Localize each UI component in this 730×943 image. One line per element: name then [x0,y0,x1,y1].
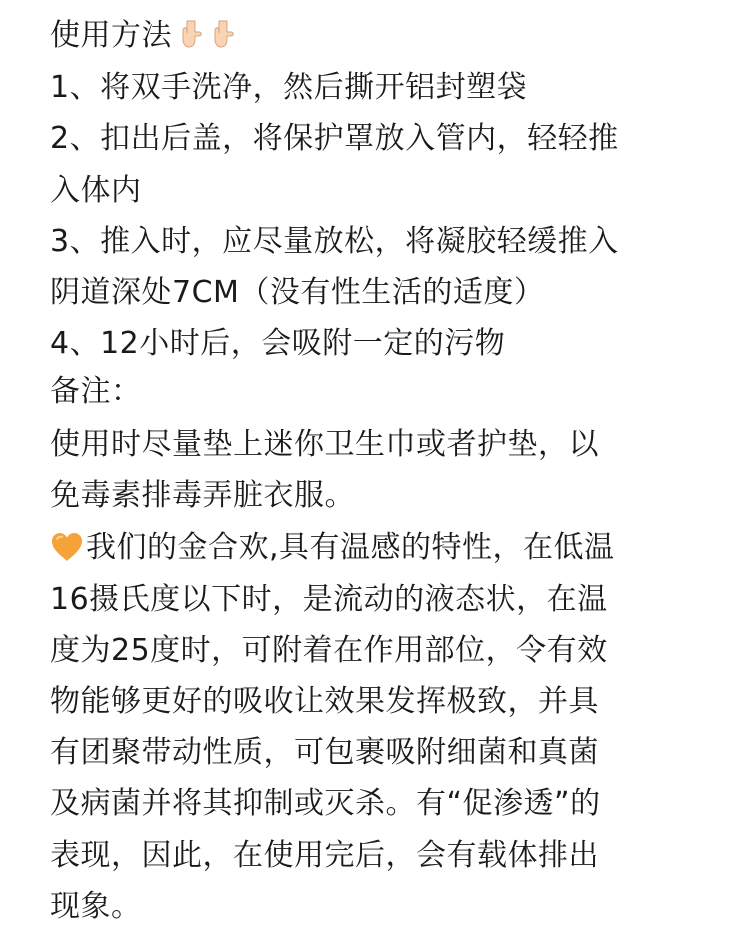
remark-line-1: 使用时尽量垫上迷你卫生巾或者护垫，以 [50,427,599,462]
step-2-line: 2、扣出后盖，将保护罩放入管内，轻轻推 [50,121,619,156]
desc-line-8: 现象。 [50,889,142,924]
desc-line-7: 表现，因此，在使用完后，会有载体排出 [50,838,599,873]
desc-text-1: 我们的金合欢,具有温感的特性，在低温 [86,530,615,565]
remark-line-2: 免毒素排毒弄脏衣服。 [50,478,355,513]
desc-line-2: 16摄氏度以下时，是流动的液态状，在温 [50,582,608,617]
pointing-down-hand-icon [210,19,236,49]
title-line [50,18,236,54]
desc-line-3: 度为25度时，可附着在作用部位，令有效 [50,633,608,668]
desc-line-4: 物能够更好的吸收让效果发挥极致，并具 [50,684,599,719]
remark-heading: 备注： [50,374,142,409]
orange-heart-icon [50,531,84,563]
desc-line-1 [50,530,615,566]
step-3-cont-line: 阴道深处7CM（没有性生活的适度） [50,275,545,310]
step-4-line: 4、12小时后，会吸附一定的污物 [50,326,506,361]
pointing-down-hand-icon [178,19,204,49]
desc-line-5: 有团聚带动性质，可包裹吸附细菌和真菌 [50,735,599,770]
step-3-line: 3、推入时，应尽量放松，将凝胶轻缓推入 [50,224,619,259]
desc-line-6: 及病菌并将其抑制或灭杀。有“促渗透”的 [50,786,601,821]
step-1-line: 1、将双手洗净，然后撕开铝封塑袋 [50,70,528,105]
step-2-cont-line: 入体内 [50,173,142,208]
page-title: 使用方法 [50,18,172,53]
